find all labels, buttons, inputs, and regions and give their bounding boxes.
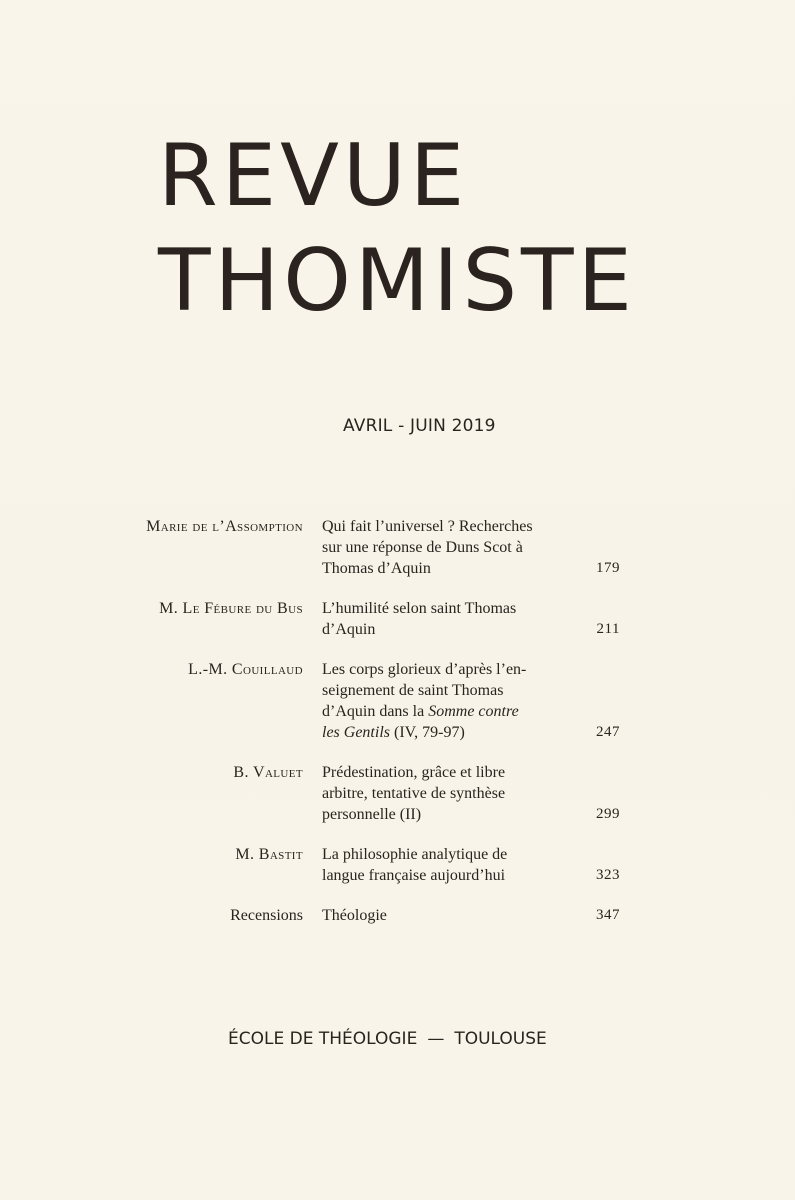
toc-section-label: Recensions bbox=[230, 907, 303, 924]
toc-author: M. Bastit bbox=[235, 846, 303, 863]
table-of-contents bbox=[110, 516, 620, 945]
publisher-name: ÉCOLE DE THÉOLOGIE bbox=[228, 1029, 418, 1049]
journal-title-line-2: THOMISTE bbox=[158, 231, 636, 331]
toc-page-number: 299 bbox=[596, 806, 620, 822]
issue-date: AVRIL - JUIN 2019 bbox=[343, 416, 496, 436]
toc-entry bbox=[110, 844, 620, 886]
publisher-footer bbox=[228, 1029, 547, 1049]
toc-article-title: Théologie bbox=[322, 907, 387, 924]
toc-article-title: L’humilité selon saint Thomas d’Aquin bbox=[322, 600, 517, 638]
journal-title-line-1: REVUE bbox=[158, 126, 469, 226]
toc-entry bbox=[110, 905, 620, 926]
toc-title-text: (IV, 79-97) bbox=[390, 724, 465, 741]
publisher-city: TOULOUSE bbox=[454, 1029, 547, 1049]
toc-page-number: 179 bbox=[596, 560, 620, 576]
toc-article-title: La philosophie analytique de langue française aujourd’hui bbox=[322, 846, 508, 884]
toc-page-number: 347 bbox=[596, 907, 620, 923]
toc-article-title bbox=[322, 659, 564, 743]
toc-entry bbox=[110, 598, 620, 640]
toc-page-number: 247 bbox=[596, 724, 620, 740]
toc-page-number: 211 bbox=[596, 621, 620, 637]
toc-article-title: Qui fait l’universel ? Recherches sur une réponse de Duns Scot à Thomas d’Aquin bbox=[322, 518, 533, 577]
toc-entry bbox=[110, 659, 620, 743]
toc-entry bbox=[110, 762, 620, 825]
toc-page-number: 323 bbox=[596, 867, 620, 883]
toc-author: M. Le Fébure du Bus bbox=[159, 600, 303, 617]
toc-author: Marie de l’Assomption bbox=[146, 518, 303, 535]
toc-article-title: Prédestination, grâce et libre arbitre, tentative de synthèse personnelle (II) bbox=[322, 764, 506, 823]
toc-title-italic: Somme contre les Gentils bbox=[322, 703, 519, 741]
footer-dash: — bbox=[427, 1029, 445, 1049]
toc-author: L.-M. Couillaud bbox=[188, 661, 303, 678]
toc-title-text: Les corps glorieux d’après l’en- seignement de saint Thomas d’Aquin dans la bbox=[322, 661, 527, 720]
toc-author: B. Valuet bbox=[233, 764, 303, 781]
toc-entry bbox=[110, 516, 620, 579]
